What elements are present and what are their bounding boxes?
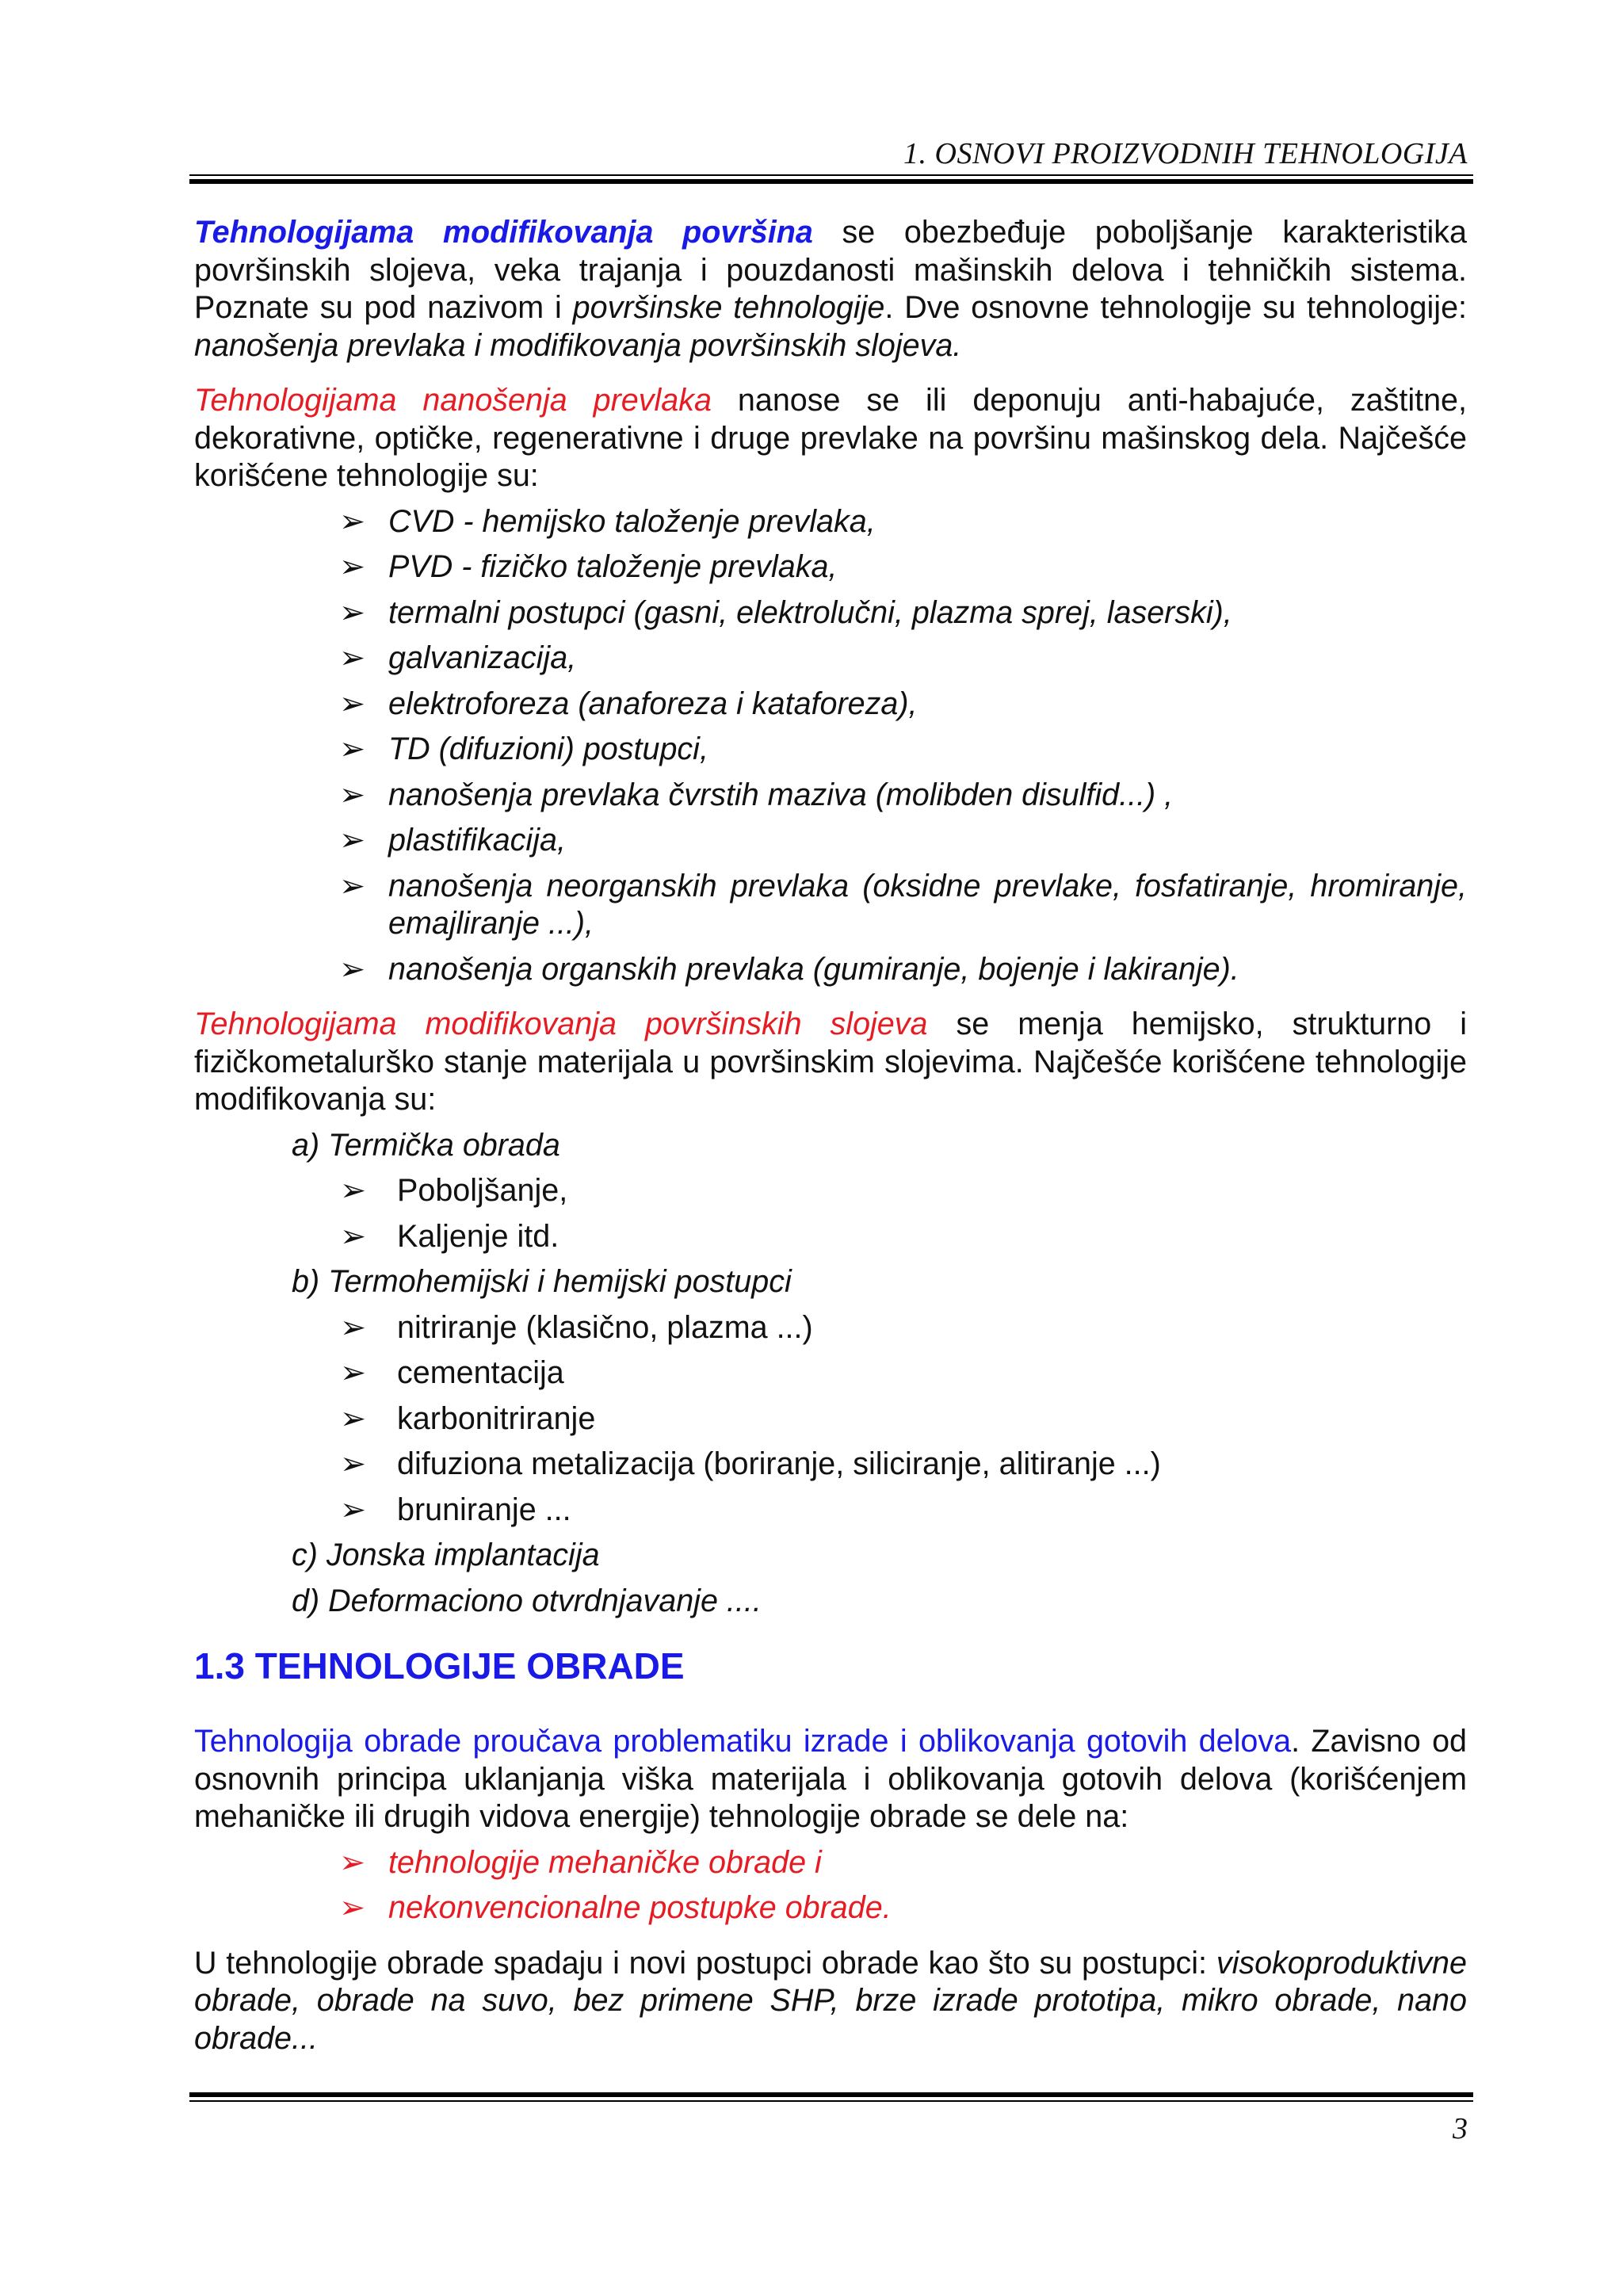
group-heading-d: d) Deformaciono otvrdnjavanje .... xyxy=(292,1583,762,1618)
arrow-bullet-icon: ➢ xyxy=(339,868,366,904)
list-item: ➢ Poboljšanje, xyxy=(397,1164,1467,1210)
group-a-list xyxy=(340,1164,1467,1255)
arrow-bullet-icon: ➢ xyxy=(339,549,366,584)
footer-rule-thin xyxy=(189,2100,1473,2102)
paragraph-machining: Tehnologija obrade proučava problematiku izrade i oblikovanja gotovih delova. Zavisno od osnovnih principa uklanjanja viška materijala i oblikovanja gotovih delova (korišćenjem mehaničke ili drugih vidova energije) tehnologije obrade se dele na: xyxy=(194,1724,1468,1834)
list-item: ➢ termalni postupci (gasni, elektrolučni, plazma sprej, laserski), xyxy=(388,586,1467,632)
lead-term: Tehnologijama nanošenja prevlaka xyxy=(194,383,712,418)
list-item: ➢ Kaljenje itd. xyxy=(397,1210,1467,1256)
list-item: ➢ karbonitriranje xyxy=(397,1392,1467,1438)
lead-term: Tehnologijama modifikovanja površina xyxy=(194,215,813,250)
paragraph-layer-modification: Tehnologijama modifikovanja površinskih slojeva se menja hemijsko, strukturno i fizičkometalurško stanje materijala u površinskim slojevima. Najčešće korišćene tehnologije modifikovanja su: xyxy=(194,1007,1467,1117)
arrow-bullet-icon: ➢ xyxy=(339,503,366,539)
page-number: 3 xyxy=(1453,2112,1468,2145)
list-item: ➢ nanošenja prevlaka čvrstih maziva (molibden disulfid...) , xyxy=(388,769,1467,815)
arrow-bullet-icon: ➢ xyxy=(340,1309,367,1345)
list-item: ➢ nitriranje (klasično, plazma ...) xyxy=(397,1301,1467,1347)
list-item: ➢ cementacija xyxy=(397,1347,1467,1392)
running-header: 1. OSNOVI PROIZVODNIH TEHNOLOGIJA xyxy=(903,137,1468,170)
lead-term: Tehnologija obrade proučava problematiku izrade i oblikovanja gotovih delova xyxy=(194,1724,1292,1759)
arrow-bullet-icon: ➢ xyxy=(339,732,366,766)
group-heading-a: a) Termička obrada xyxy=(292,1127,560,1163)
group-b-list xyxy=(340,1301,1467,1530)
arrow-bullet-icon: ➢ xyxy=(339,777,366,812)
arrow-bullet-icon: ➢ xyxy=(340,1446,367,1481)
arrow-bullet-icon: ➢ xyxy=(340,1400,367,1436)
arrow-bullet-icon: ➢ xyxy=(340,1173,367,1208)
list-item: ➢ bruniranje ... xyxy=(397,1484,1467,1530)
list-item: ➢ TD (difuzioni) postupci, xyxy=(388,723,1467,769)
machining-types-list xyxy=(339,1836,1467,1927)
page-body xyxy=(194,214,1467,2057)
paragraph-surface-modification: Tehnologijama modifikovanja površina se obezbeđuje poboljšanje karakteristika površinskih slojeva, veka trajanja i pouzdanosti mašinskih delova i tehničkih sistema. Poznate su pod nazivom i površinske tehnologije. Dve osnovne tehnologije su tehnologije: nanošenja prevlaka i modifikovanja površinskih slojeva. xyxy=(194,215,1468,363)
list-item: ➢ nanošenja neorganskih prevlaka (oksidne prevlake, fosfatiranje, hromiranje, emajliranje ...), xyxy=(339,868,1467,941)
list-item: ➢ difuziona metalizacija (boriranje, siliciranje, alitiranje ...) xyxy=(397,1438,1467,1484)
list-item: ➢ nanošenja organskih prevlaka (gumiranje, bojenje i lakiranje). xyxy=(388,943,1467,989)
list-item: ➢ tehnologije mehaničke obrade i xyxy=(388,1836,1467,1882)
lead-term: Tehnologijama modifikovanja površinskih slojeva xyxy=(194,1007,928,1041)
header-rule-thick xyxy=(189,179,1473,184)
list-item: ➢ CVD - hemijsko taloženje prevlaka, xyxy=(388,495,1467,541)
arrow-bullet-icon: ➢ xyxy=(339,1890,366,1925)
arrow-bullet-icon: ➢ xyxy=(340,1492,367,1527)
arrow-bullet-icon: ➢ xyxy=(339,640,366,675)
arrow-bullet-icon: ➢ xyxy=(340,1355,367,1390)
section-title: 1.3 TEHNOLOGIJE OBRADE xyxy=(194,1645,685,1687)
arrow-bullet-icon: ➢ xyxy=(340,1218,367,1254)
arrow-bullet-icon: ➢ xyxy=(339,823,366,858)
arrow-bullet-icon: ➢ xyxy=(339,1844,366,1880)
paragraph-new-processes: U tehnologije obrade spadaju i novi postupci obrade kao što su postupci: visokoproduktivne obrade, obrade na suvo, bez primene SHP, brze izrade prototipa, mikro obrade, nano obrade... xyxy=(194,1945,1467,2056)
list-item: ➢ nekonvencionalne postupke obrade. xyxy=(388,1881,1467,1927)
arrow-bullet-icon: ➢ xyxy=(339,594,366,630)
list-item: ➢ galvanizacija, xyxy=(388,632,1467,678)
paragraph-coatings: Tehnologijama nanošenja prevlaka nanose se ili deponuju anti-habajuće, zaštitne, dekorativne, optičke, regenerativne i druge prevlake na površinu mašinskog dela. Najčešće korišćene tehnologije su: xyxy=(194,383,1467,493)
group-heading-b: b) Termohemijski i hemijski postupci xyxy=(292,1264,792,1299)
arrow-bullet-icon: ➢ xyxy=(339,686,366,721)
footer-rule-thick xyxy=(189,2092,1473,2097)
arrow-bullet-icon: ➢ xyxy=(339,951,366,987)
list-item: ➢ PVD - fizičko taloženje prevlaka, xyxy=(388,541,1467,586)
coating-technologies-list xyxy=(339,495,1467,989)
list-item: ➢ elektroforeza (anaforeza i kataforeza), xyxy=(388,678,1467,724)
list-item: ➢ plastifikacija, xyxy=(388,814,1467,860)
group-heading-c: c) Jonska implantacija xyxy=(292,1538,600,1572)
header-rule-thin xyxy=(189,174,1473,176)
